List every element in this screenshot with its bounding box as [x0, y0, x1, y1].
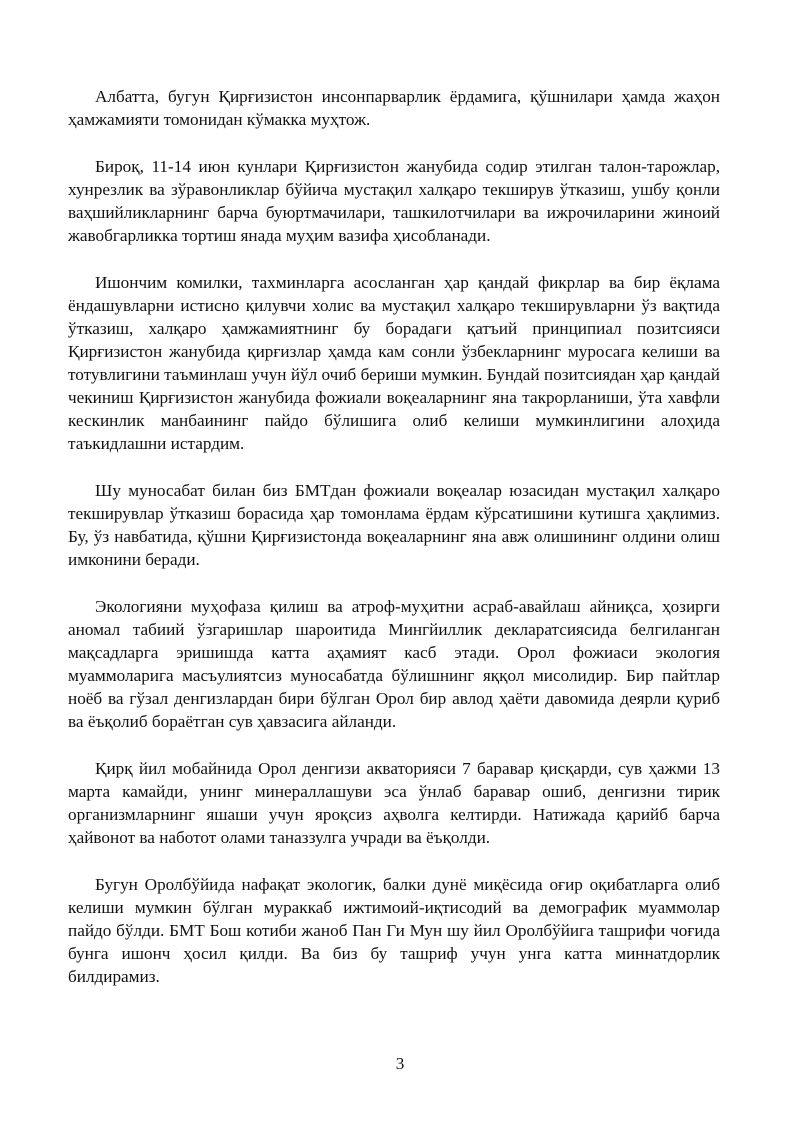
paragraph-7: Бугун Оролбўйида нафақат экологик, балки дунё миқёсида оғир оқибатларга олиб келиши мумкин бўлган мураккаб ижтимоий-иқтисодий ва демографик муаммолар пайдо бўлди. БМТ Бош котиби жаноб Пан Ги Мун шу йил Оролбўйига ташрифи чоғида бунга ишонч ҳосил қилди. Ва биз бу ташриф учун унга катта миннатдорлик билдирамиз.	[68, 874, 720, 986]
paragraph-1: Албатта, бугун Қирғизистон инсонпарварлик ёрдамига, қўшнилари ҳамда жаҳон ҳамжамияти томонидан кўмакка муҳтож.	[68, 87, 720, 130]
paragraph-4: Шу муносабат билан биз БМТдан фожиали воқеалар юзасидан мустақил халқаро текширувлар ўтказиш борасида ҳар томонлама ёрдам кўрсатишини кутишга ҳақлимиз. Бу, ўз навбатида, қўшни Қирғизистонда воқеаларнинг яна авж олишининг олдини олиш имконини беради.	[68, 480, 720, 570]
document-body	[68, 85, 720, 1012]
page-number: 3	[395, 1054, 405, 1073]
paragraph-3: Ишончим комилки, тахминларга асосланган ҳар қандай фикрлар ва бир ёқлама ёндашувларни истисно қилувчи холис ва мустақил халқаро текширувларни ўз вақтида ўтказиш, халқаро ҳамжамиятнинг бу борадаги қатъий принципиал позитсияси Қирғизистон жанубида қирғизлар ҳамда кам сонли ўзбекларнинг муросага келиши ва тотувлигини таъминлаш учун йўл очиб бериши мумкин. Бундай позитсиядан ҳар қандай чекиниш Қирғизистон жанубида фожиали воқеаларнинг яна такрорланиши, ўта хавфли кескинлик манбаининг пайдо бўлишига олиб келиши мумкинлигини алоҳида таъкидлашни истардим.	[68, 272, 720, 454]
paragraph-6: Қирқ йил мобайнида Орол денгизи акваторияси 7 баравар қисқарди, сув ҳажми 13 марта камайди, унинг минераллашуви эса ўнлаб баравар ошиб, денгизни тирик организмларнинг яшаши учун яроқсиз аҳволга келтирди. Натижада қарийб барча ҳайвонот ва наботот олами таназзулга учради ва ёъқолди.	[68, 758, 720, 848]
paragraph-2: Бироқ, 11-14 июн кунлари Қирғизистон жанубида содир этилган талон-тарожлар, хунрезлик ва зўравонликлар бўйича мустақил халқаро текширув ўтказиш, ушбу қонли ваҳшийликларнинг барча буюртмачилари, ташкилотчилари ва ижрочиларини жиноий жавобгарликка тортиш янада муҳим вазифа ҳисобланади.	[68, 156, 720, 245]
paragraph-5: Экологияни муҳофаза қилиш ва атроф-муҳитни асраб-авайлаш айниқса, ҳозирги аномал табиий ўзгаришлар шароитида Мингйиллик декларатсиясида белгиланган мақсадларга эришишда катта аҳамият касб этади. Орол фожиаси экология муаммоларига масъулиятсиз муносабатда бўлишнинг яққол мисолидир. Бир пайтлар ноёб ва гўзал денгизлардан бири бўлган Орол бир авлод ҳаёти давомида деярли қуриб ва ёъқолиб бораётган сув ҳавзасига айланди.	[68, 596, 720, 732]
